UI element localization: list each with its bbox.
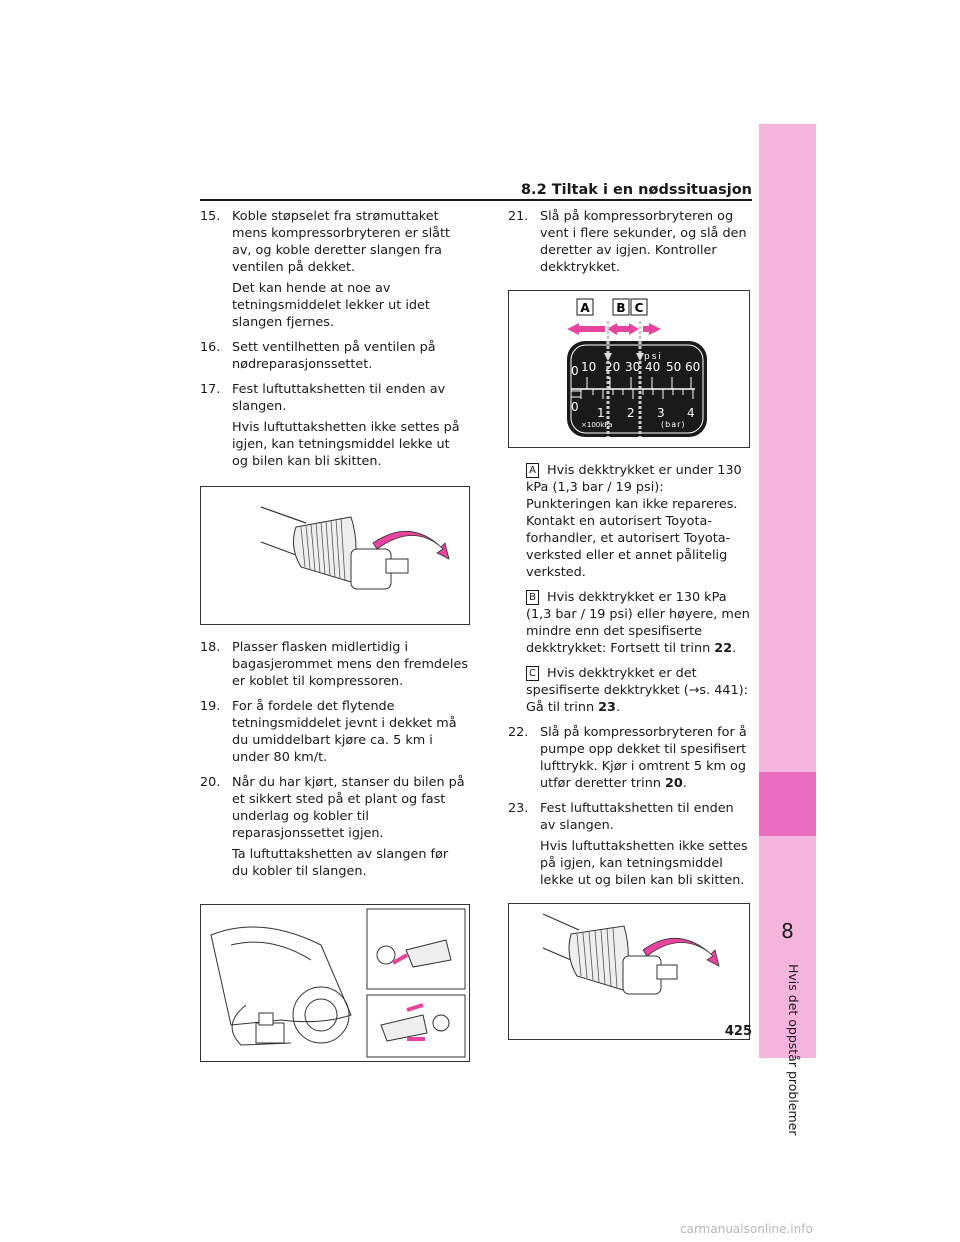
header-rule (200, 199, 752, 201)
hose-cap-illustration-2 (508, 903, 750, 1040)
legend-letter-a: A (526, 463, 539, 478)
bar-tick-0: 0 (571, 400, 579, 414)
gauge-label-b: B (616, 301, 626, 315)
psi-tick-20: 20 (605, 360, 621, 374)
chapter-sidebar (759, 124, 816, 1136)
watermark: carmanualsonline.info (680, 1222, 813, 1236)
step-23 (508, 800, 752, 893)
bar-tick-2: 2 (627, 406, 635, 420)
step-number: 16. (200, 340, 221, 355)
step-number: 17. (200, 382, 221, 397)
section-header: 8.2 Tiltak i en nødssituasjon (520, 182, 752, 198)
step-22 (508, 724, 752, 796)
psi-tick-50: 50 (666, 360, 682, 374)
legend-text-c: Hvis dekktrykket er det spesifiserte dekktrykket (→s. 441): Gå til trinn (526, 666, 748, 715)
gauge-label-a: A (580, 301, 590, 315)
period: . (682, 776, 687, 791)
step-note: Hvis luftuttakshetten ikke settes på igjen, kan tetningsmiddel lekke ut og bilen kan bli skitten. (232, 420, 460, 469)
page-number: 425 (724, 1024, 752, 1039)
step-number: 18. (200, 640, 221, 655)
bar-tick-3: 3 (657, 406, 665, 420)
bar-tick-4: 4 (687, 406, 695, 420)
psi-tick-40: 40 (645, 360, 661, 374)
step-number: 20. (200, 775, 221, 790)
psi-tick-10: 10 (581, 360, 597, 374)
legend-text-b: Hvis dekktrykket er 130 kPa (1,3 bar / 19 psi) eller høyere, men mindre enn det spesifiserte dekktrykket: Fortsett til trinn (526, 590, 750, 656)
pressure-gauge-illustration (508, 290, 750, 448)
kpa-unit: ×100kPa (581, 421, 613, 429)
car-kit-connection-illustration (200, 904, 470, 1062)
psi-tick-0: 0 (571, 364, 579, 378)
right-column (508, 208, 752, 1040)
step-number: 21. (508, 209, 529, 224)
step-text: For å fordele det flytende tetningsmiddelet jevnt i dekket må du umiddelbart kjøre ca. 5 km i under 80 km/t. (232, 699, 457, 765)
step-20 (200, 774, 468, 884)
step-ref: 20 (665, 776, 683, 791)
step-text: Koble støpselet fra strømuttaket mens kompressorbryteren er slått av, og koble deretter slangen fra ventilen på dekket. (232, 209, 451, 275)
period: . (615, 700, 621, 715)
step-19 (200, 698, 468, 770)
step-text: Fest luftuttakshetten til enden av slangen. (232, 382, 446, 414)
hose-cap-drawing (201, 487, 469, 624)
legend-letter-b: B (526, 590, 539, 605)
legend-a (526, 462, 752, 581)
psi-tick-60: 60 (685, 360, 701, 374)
gauge-label-c: C (634, 301, 644, 315)
legend-text-a: Hvis dekktrykket er under 130 kPa (1,3 bar / 19 psi): Punkteringen kan ikke repareres. Kontakt en autorisert Toyota-forhandler, et autorisert Toyota-verksted eller et annet pålitelig verksted. (526, 463, 742, 580)
hose-cap-illustration (200, 486, 470, 625)
step-17 (200, 381, 468, 474)
step-text: Plasser flasken midlertidig i bagasjerommet mens den fremdeles er koblet til kompressoren. (232, 640, 468, 689)
left-column (200, 208, 468, 1062)
step-16 (200, 339, 468, 377)
hose-cap-drawing-2 (509, 904, 749, 1039)
step-18 (200, 639, 468, 694)
pressure-gauge-drawing (509, 291, 749, 447)
step-note: Ta luftuttakshetten av slangen før du kobler til slangen. (232, 847, 449, 879)
step-text: Når du har kjørt, stanser du bilen på et sikkert sted på et plant og fast underlag og kobler til reparasjonssettet igjen. (232, 775, 465, 841)
step-text: Slå på kompressorbryteren for å pumpe opp dekket til spesifisert lufttrykk. Kjør i omtrent 5 km og utfør deretter trinn (540, 725, 747, 791)
step-21 (508, 208, 752, 280)
step-ref: 23 (598, 700, 616, 715)
bar-unit: (bar) (661, 420, 686, 429)
step-note: Det kan hende at noe av tetningsmiddelet lekker ut idet slangen fjernes. (232, 281, 430, 330)
step-number: 23. (508, 801, 529, 816)
step-note: Hvis luftuttakshetten ikke settes på igjen, kan tetningsmiddel lekke ut og bilen kan bli skitten. (540, 839, 748, 888)
legend-c (526, 665, 752, 716)
chapter-number: 8 (781, 919, 794, 943)
legend-b (526, 589, 752, 657)
step-text: Sett ventilhetten på ventilen på nødreparasjonssettet. (232, 340, 436, 372)
step-text: Fest luftuttakshetten til enden av slangen. (540, 801, 734, 833)
step-text: Slå på kompressorbryteren og vent i flere sekunder, og slå den deretter av igjen. Kontroller dekktrykket. (540, 209, 747, 275)
psi-unit: psi (644, 352, 663, 362)
chapter-title: Hvis det oppstår problemer (786, 964, 801, 1136)
chapter-tab (759, 772, 816, 836)
step-15 (200, 208, 468, 335)
bar-tick-1: 1 (597, 406, 605, 420)
car-kit-drawing (201, 905, 469, 1061)
step-ref: 22 (714, 641, 733, 656)
step-number: 22. (508, 725, 529, 740)
step-number: 15. (200, 209, 221, 224)
step-number: 19. (200, 699, 221, 714)
psi-tick-30: 30 (625, 360, 641, 374)
period: . (732, 641, 737, 656)
legend-letter-c: C (526, 666, 539, 681)
